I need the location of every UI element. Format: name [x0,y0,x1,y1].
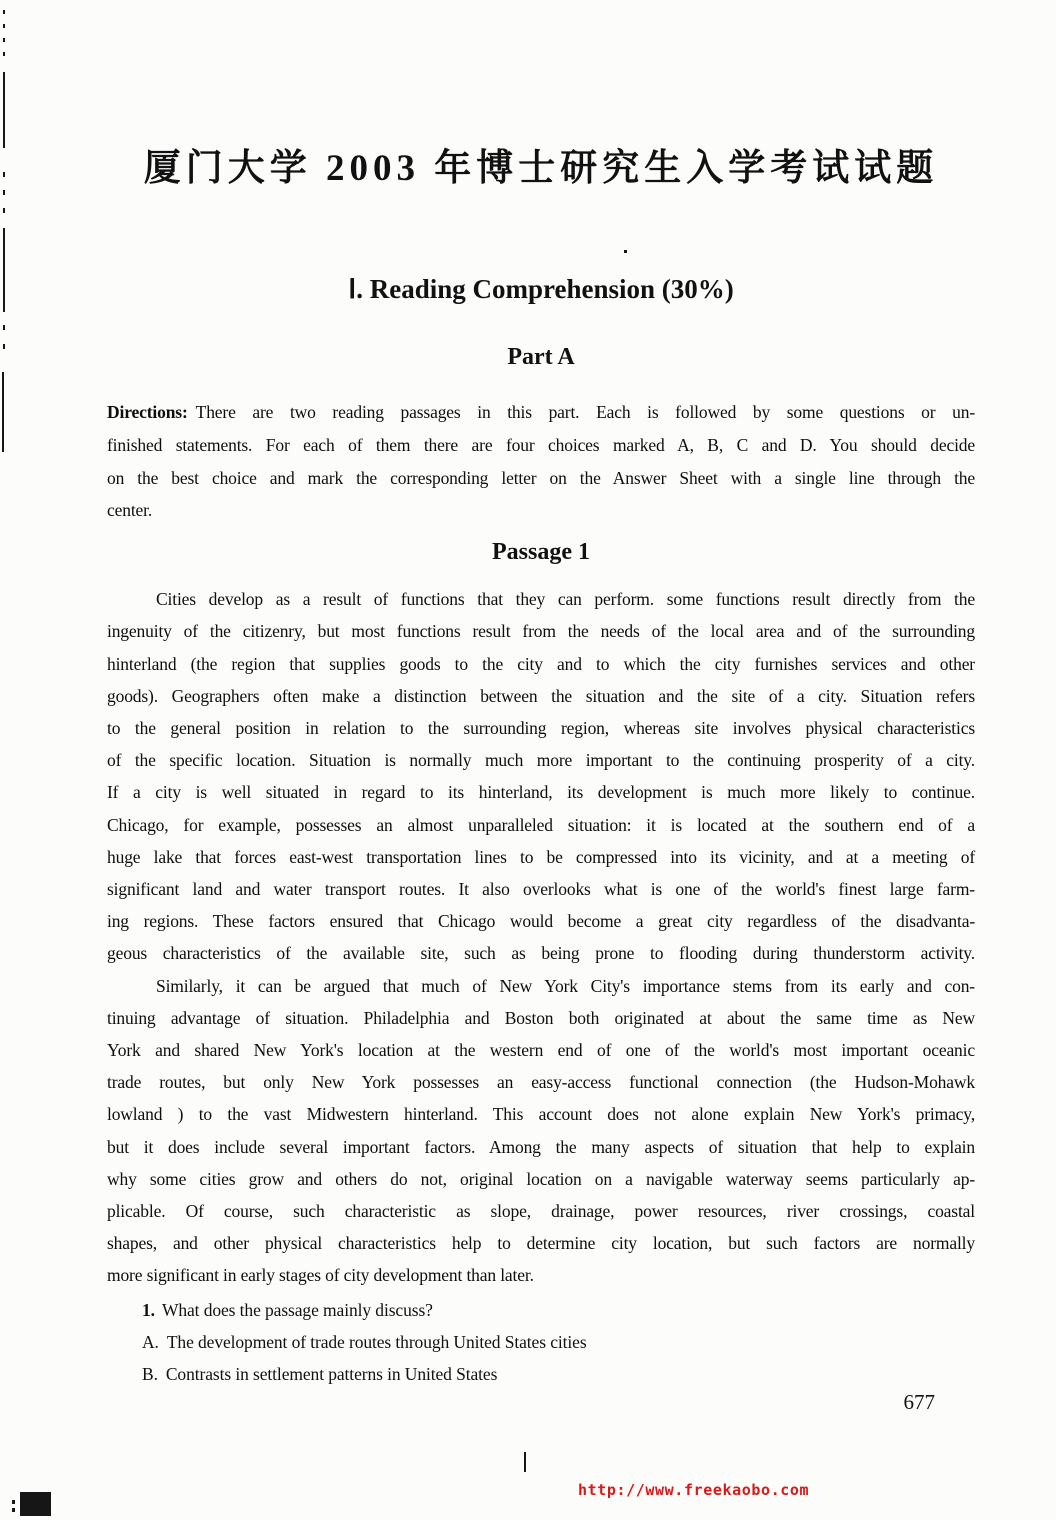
passage-text-line: hinterland (the region that supplies goods to the city and to which the city furnishes services and other [107,653,975,674]
exam-title: 厦门大学 2003 年博士研究生入学考试试题 [143,148,939,189]
passage-text-line: Chicago, for example, possesses an almost unparalleled situation: it is located at the southern end of a [107,814,975,835]
directions-text-line: center. [107,500,153,521]
scan-artifact [3,24,5,28]
passage-text-line: trade routes, but only New York possesses an easy-access functional connection (the Hudson-Mohawk [107,1072,975,1093]
choice-lines [142,1326,975,1391]
passage-text-line: to the general position in relation to the surrounding region, whereas site involves physical characteristics [107,718,975,738]
scan-artifact [12,1500,15,1504]
scan-artifact [12,1508,15,1512]
choice-label: B. [142,1364,158,1385]
question-number: 1. [142,1299,155,1320]
scan-artifact-edge-line [3,72,5,148]
passage-text-line: If a city is well situated in regard to its hinterland, its development is much more likely to continue. [107,782,975,803]
passage-text-line: significant land and water transport routes. It also overlooks what is one of the world's finest large farm- [107,879,975,900]
directions-text-line: on the best choice and mark the corresponding letter on the Answer Sheet with a single line through the [107,467,975,488]
passage-text-line: more significant in early stages of city development than later. [107,1265,534,1286]
passage-paragraph [107,970,975,1292]
passage-text-line: huge lake that forces east-west transportation lines to be compressed into its vicinity, and at a meeting of [107,846,975,867]
scan-artifact [3,38,5,42]
passage-text-line: tinuing advantage of situation. Philadelphia and Boston both originated at about the same time as New [107,1007,975,1028]
scan-artifact [3,172,5,177]
passage-text-line: York and shared New York's location at the western end of one of the world's most important oceanic [107,1040,975,1061]
scan-artifact-edge-line [3,228,5,312]
choice-text: The development of trade routes through United States cities [166,1332,587,1353]
passage-paragraph [107,583,975,969]
scan-artifact-tick [524,1452,526,1472]
question-line [142,1294,975,1326]
scan-artifact [3,208,5,213]
scan-artifact [3,325,5,330]
passage-text-line: ing regions. These factors ensured that Chicago would become a great city regardless of the disadvanta- [107,911,975,932]
directions-lines [107,429,975,527]
choice-text: Contrasts in settlement patterns in United States [165,1364,498,1385]
footer-url-link[interactable]: http://www.freekaobo.com [578,1481,810,1499]
passage-heading: Passage 1 [492,539,590,566]
scan-artifact [3,52,5,56]
passage-text-line: Similarly, it can be argued that much of New York City's importance stems from its early and con- [156,975,975,996]
passage-text-line: but it does include several important factors. Among the many aspects of situation that help to explain [107,1136,975,1157]
directions-label: Directions: [107,402,188,422]
scan-artifact-square [20,1492,51,1516]
scan-artifact-edge-line [2,372,4,452]
page-number: 677 [903,1389,935,1414]
section-heading: Ⅰ. Reading Comprehension (30%) [348,274,734,304]
question-block [107,1294,975,1391]
choice-line [142,1326,975,1358]
directions-first-line-text: There are two reading passages in this part. Each is followed by some questions or un- [195,402,975,422]
passage-text-line: plicable. Of course, such characteristic as slope, drainage, power resources, river crossings, coastal [107,1201,975,1222]
page-content [0,144,1056,1415]
passage-text-line: geous characteristics of the available site, such as being prone to flooding during thunderstorm activity. [107,943,975,964]
scan-artifact [3,344,5,349]
choice-label: A. [142,1332,159,1353]
scan-artifact [3,10,5,14]
directions-text-line: finished statements. For each of them there are four choices marked A, B, C and D. You should decide [107,434,975,455]
choice-line [142,1358,975,1390]
passage-text-line: Cities develop as a result of functions that they can perform. some functions result directly from the [156,589,975,610]
question-text: What does the passage mainly discuss? [161,1299,433,1320]
scan-artifact [3,190,5,195]
passage-text-line: why some cities grow and others do not, original location on a navigable waterway seems particularly ap- [107,1168,975,1189]
passage-text-line: of the specific location. Situation is normally much more important to the continuing prosperity of a city. [107,750,975,771]
passage-text-line: lowland ) to the vast Midwestern hinterland. This account does not alone explain New York's primacy, [107,1104,975,1125]
passage-text-line: goods). Geographers often make a distinction between the situation and the site of a city. Situation refers [107,685,975,706]
passage-paragraphs [107,583,975,1291]
scan-artifact-dot [624,250,627,253]
passage-text-line: ingenuity of the citizenry, but most functions result from the needs of the local area and of the surrounding [107,621,975,642]
passage-text-line: shapes, and other physical characteristics help to determine city location, but such factors are normally [107,1233,975,1254]
part-heading: Part A [507,344,575,370]
directions-paragraph [107,396,975,527]
directions-first-line [107,396,975,429]
